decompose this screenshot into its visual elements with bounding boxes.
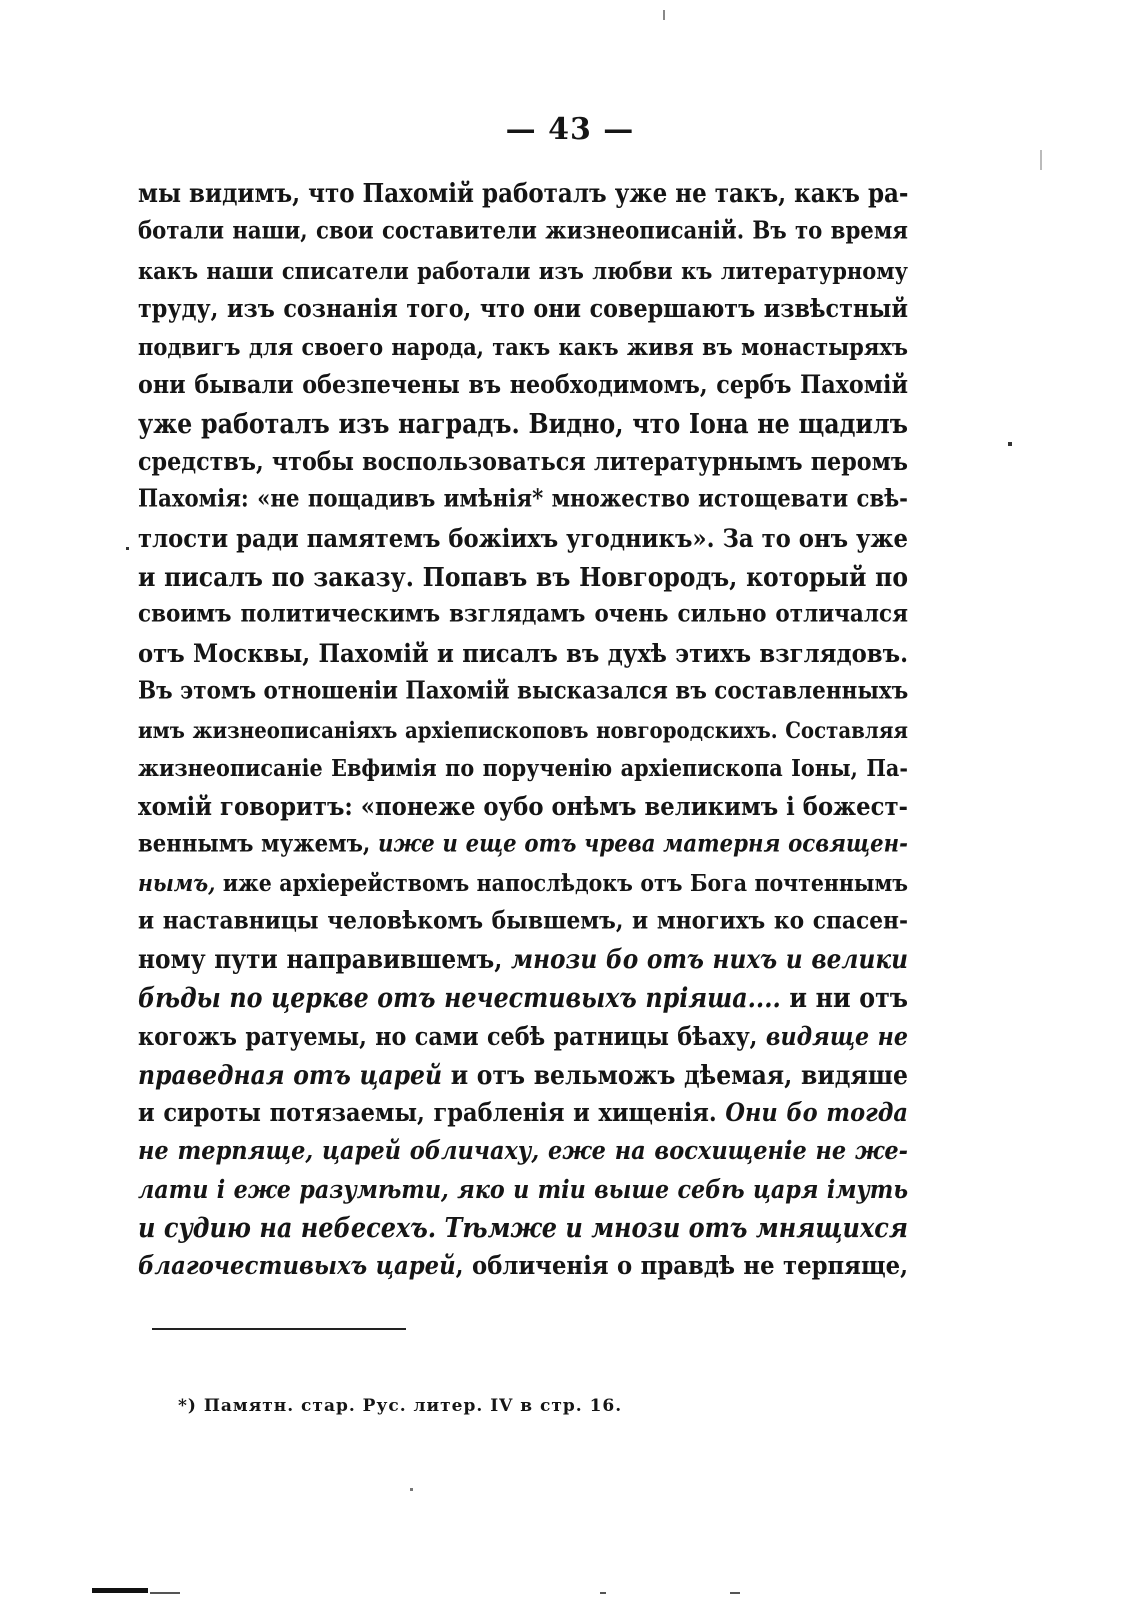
italic-quote-segment: благочестивыхъ царей (138, 1251, 456, 1281)
italic-quote-segment: нымъ, (138, 869, 216, 897)
text-line (138, 1168, 908, 1211)
scan-edge-line (730, 1592, 740, 1594)
italic-quote-segment: и судию на небесехъ. Тѣмже и мнози отъ мнящихся (138, 1211, 908, 1244)
text-line (138, 900, 908, 943)
text-segment: уже работалъ изъ наградъ. Видно, что Іона не щадилъ (138, 408, 908, 440)
text-segment: мы видимъ, что Пахомій работалъ уже не такъ, какъ ра- (138, 178, 908, 209)
text-segment: они бывали обезпечены въ необходимомъ, сербъ Пахомій (138, 370, 908, 401)
text-line (138, 1054, 908, 1097)
italic-quote-segment: Они бо тогда (725, 1098, 908, 1128)
text-line (138, 173, 908, 216)
italic-quote-segment: не терпяще, царей обличаху, еже на восхищеніе не же- (138, 1136, 908, 1166)
text-line (138, 862, 908, 905)
italic-quote-segment: праведная отъ царей (138, 1059, 443, 1091)
text-line (138, 747, 908, 790)
scan-edge-line (150, 1592, 180, 1594)
text-segment: Пахомія: «не пощадивъ имѣнія* множество истощевати свѣ- (138, 485, 908, 514)
text-segment: тлости ради памятемъ божіихъ угодникъ». За то онъ уже (138, 524, 908, 554)
text-segment: иже архіерействомъ напослѣдокъ отъ Бога почтеннымъ (215, 869, 908, 897)
text-segment: жизнеописаніе Евфимія по порученію архіепископа Іоны, Па- (138, 754, 908, 782)
text-line (138, 594, 908, 637)
footnote-divider (152, 1328, 406, 1330)
text-segment: имъ жизнеописаніяхъ архіепископовъ новгородскихъ. Составляя (138, 716, 908, 744)
text-segment: средствъ, чтобы воспользоваться литературнымъ перомъ (138, 447, 908, 477)
scan-edge-line (600, 1592, 606, 1594)
text-segment: ному пути направившемъ, (138, 944, 511, 975)
text-line (138, 671, 908, 714)
text-segment: веннымъ мужемъ, (138, 830, 379, 859)
text-line (138, 288, 908, 331)
text-segment: хомій говоритъ: «понеже оубо онѣмъ великимъ і божест- (138, 792, 908, 822)
text-line (138, 632, 908, 675)
text-segment: подвигъ для своего народа, такъ какъ живя въ монастыряхъ (138, 332, 908, 361)
text-line (138, 364, 908, 407)
scan-speck (663, 10, 665, 20)
text-line (138, 824, 908, 867)
text-segment: и ни отъ (780, 982, 908, 1014)
scan-edge-mark (92, 1588, 148, 1593)
text-segment: когожъ ратуемы, но сами себѣ ратницы бѣаху, (138, 1021, 766, 1052)
text-segment: и сироты потязаемы, грабленія и хищенія. (138, 1098, 726, 1128)
footnote: *) Памятн. стар. Рус. литер. IV в стр. 16. (178, 1396, 623, 1416)
scan-speck (1008, 442, 1012, 446)
text-line (138, 1245, 908, 1288)
text-segment: ботали наши, свои составители жизнеописаній. Въ то время (138, 217, 908, 246)
text-segment: Въ этомъ отношеніи Пахомій высказался въ составленныхъ (138, 677, 908, 706)
text-segment: труду, изъ сознанія того, что они совершаютъ извѣстный (138, 294, 908, 324)
italic-quote-segment: лати і еже разумѣти, яко и тіи выше себѣ царя імуть (138, 1175, 908, 1205)
text-line (138, 785, 908, 828)
text-line (138, 1207, 908, 1250)
text-line (138, 939, 908, 982)
text-line (138, 977, 908, 1020)
text-line (138, 249, 908, 292)
text-segment: своимъ политическимъ взглядамъ очень сильно отличался (138, 600, 908, 629)
text-segment: и наставницы человѣкомъ бывшемъ, и многихъ ко спасен- (138, 907, 908, 936)
text-line (138, 517, 908, 560)
scan-speck (410, 1488, 413, 1491)
text-line (138, 326, 908, 369)
italic-quote-segment: бѣды по церкве отъ нечестивыхъ пріяша.... (138, 982, 781, 1014)
text-line (138, 556, 908, 599)
text-segment: отъ Москвы, Пахомій и писалъ въ духѣ этихъ взглядовъ. (138, 638, 908, 669)
text-segment: и писалъ по заказу. Попавъ въ Новгородъ, который по (138, 561, 908, 593)
text-line (138, 479, 908, 522)
text-line (138, 402, 908, 445)
text-line (138, 1015, 908, 1058)
text-line (138, 1130, 908, 1173)
italic-quote-segment: видяще не (765, 1021, 908, 1052)
italic-quote-segment: мнози бо отъ нихъ и велики (510, 944, 908, 975)
scan-speck (1040, 150, 1042, 170)
text-line (138, 1092, 908, 1135)
text-segment: , обличенія о правдѣ не терпяще, (455, 1251, 908, 1281)
text-segment: и отъ вельможъ дѣемая, видяше (442, 1059, 908, 1091)
text-segment: какъ наши списатели работали изъ любви къ литературному (138, 256, 908, 285)
italic-quote-segment: иже и еще отъ чрева матерня освящен- (378, 830, 908, 859)
text-line (138, 211, 908, 254)
text-line (138, 441, 908, 484)
text-line (138, 709, 908, 752)
page-number: — 43 — (505, 112, 635, 147)
scan-speck (126, 547, 129, 550)
body-text (138, 175, 908, 1286)
